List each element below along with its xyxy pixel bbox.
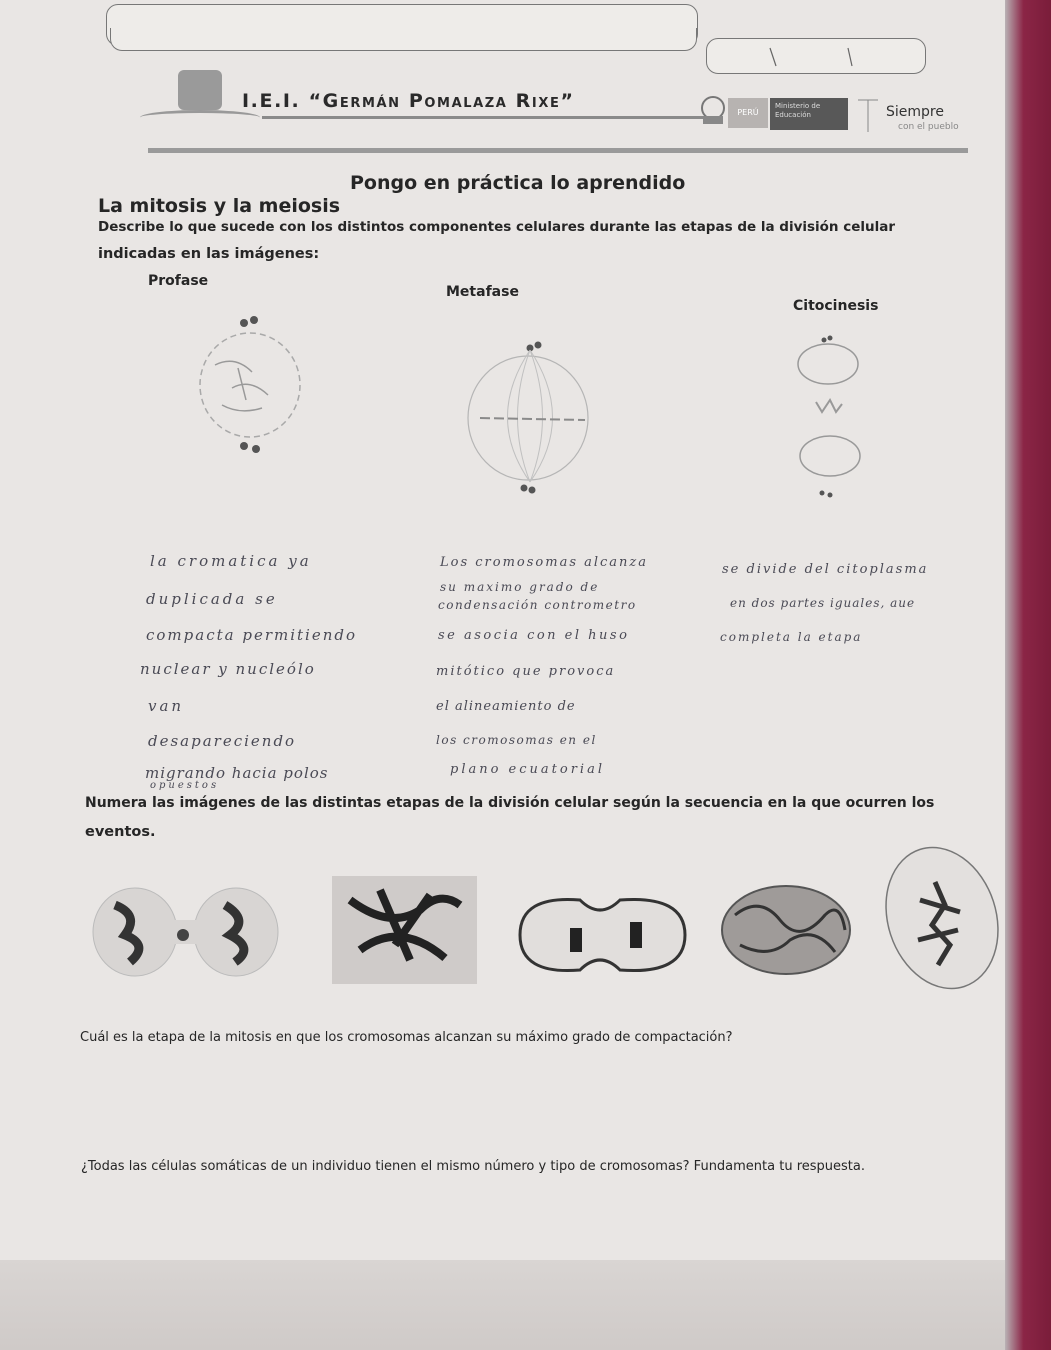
profase-answer-line-3: compacta permitiendo [146, 626, 358, 644]
school-crest-icon [178, 70, 222, 110]
profase-answer-line-6: desapareciendo [148, 732, 297, 750]
instruction-line-1: Describe lo que sucede con los distintos componentes celulares durante las etapas de la división celular [98, 219, 896, 235]
background-fabric [1005, 0, 1051, 1350]
ministry-logo: Ministerio de Educación [770, 98, 848, 130]
profase-answer-line-4: nuclear y nucleólo [140, 660, 316, 678]
slogan-main: Siempre [886, 104, 944, 120]
slogan-sub: con el pueblo [898, 122, 959, 132]
metafase-answer-line-6: el alineamiento de [436, 699, 576, 714]
section-title: Pongo en práctica lo aprendido [350, 172, 686, 194]
stage-label-profase: Profase [148, 273, 209, 289]
micrograph-metaphase [0, 0, 1, 1]
class-box [110, 28, 697, 51]
profase-answer-line-1: la cromatica ya [150, 552, 312, 570]
compaction-question: Cuál es la etapa de la mitosis en que los cromosomas alcanzan su máximo grado de compactación? [80, 1030, 733, 1045]
crest-ribbon-icon [140, 110, 260, 125]
stage-label-citocinesis: Citocinesis [793, 298, 879, 314]
instruction-line-2: indicadas en las imágenes: [98, 246, 320, 262]
metafase-answer-line-1: Los cromosomas alcanza [440, 555, 649, 570]
peru-logo: PERÚ [728, 98, 768, 128]
stage-label-metafase: Metafase [446, 284, 519, 300]
citocinesis-answer-line-1: se divide del citoplasma [722, 562, 929, 577]
metafase-answer-line-8: plano ecuatorial [450, 762, 605, 777]
metafase-answer-line-5: mitótico que provoca [436, 664, 616, 679]
profase-answer-line-8: opuestos [150, 780, 220, 791]
numbering-question-line-2: eventos. [85, 824, 156, 840]
profase-answer-line-2: duplicada se [146, 590, 278, 608]
topic-title: La mitosis y la meiosis [98, 195, 341, 217]
metafase-answer-line-3: condensación contrometro [438, 598, 637, 612]
citocinesis-answer-line-2: en dos partes iguales, aue [730, 596, 916, 610]
metafase-answer-line-7: los cromosomas en el [436, 733, 597, 747]
date-box [706, 38, 926, 74]
metafase-answer-line-4: se asocia con el huso [438, 628, 630, 643]
profase-answer-line-7: migrando hacia polos [145, 764, 329, 782]
metafase-answer-line-2: su maximo grado de [440, 580, 600, 594]
somatic-question: ¿Todas las células somáticas de un individuo tienen el mismo número y tipo de cromosomas? Fundamenta tu respuesta. [81, 1159, 865, 1174]
profase-answer-line-5: van [148, 697, 185, 715]
header-bottom-rule [148, 148, 968, 153]
citocinesis-answer-line-3: completa la etapa [720, 630, 863, 644]
header-rule [262, 116, 710, 119]
school-name: I.E.I. “Germán Pomalaza Rixe” [242, 90, 575, 112]
numbering-question-line-1: Numera las imágenes de las distintas etapas de la división celular según la secuencia en la que ocurren los [85, 795, 935, 811]
